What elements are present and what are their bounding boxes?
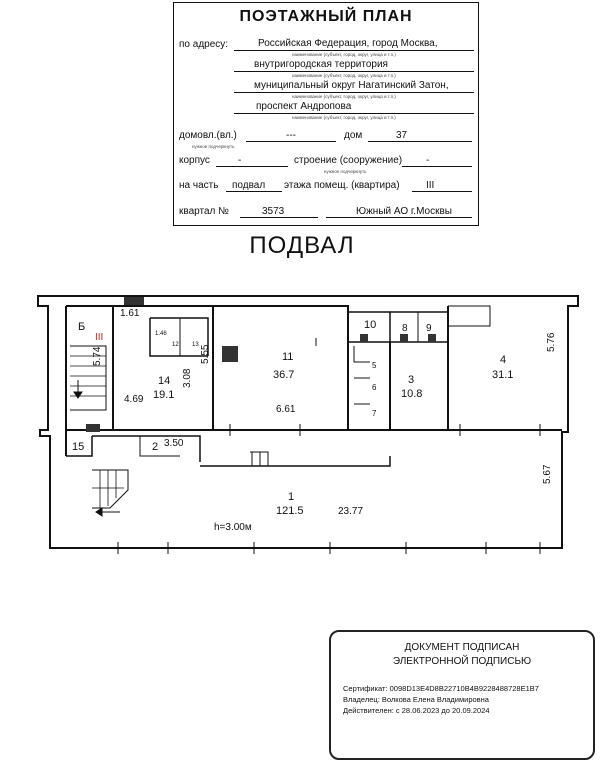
room-8-number: 8 — [402, 323, 408, 334]
room-7-number: 7 — [372, 409, 377, 418]
part-value: подвал — [232, 180, 266, 191]
naming-hint-4: наименование (субъект, город, округ, улица и т.п.) — [292, 115, 396, 120]
address-line-2: внутригородская территория — [254, 59, 388, 70]
dim-3-50: 3.50 — [164, 438, 184, 449]
room-14-area: 19.1 — [153, 389, 175, 401]
dim-5-76: 5.76 — [546, 332, 557, 352]
dim-5-55: 5.55 — [200, 344, 211, 364]
floor-label: этажа помещ. (квартира) — [284, 180, 400, 191]
stroenie-value: - — [426, 155, 430, 166]
dim-1-46: 1.46 — [155, 331, 167, 337]
district-value: Южный АО г.Москвы — [356, 206, 452, 217]
ceiling-height: h=3.00м — [214, 522, 252, 533]
signature-owner: Владелец: Волкова Елена Владимировна — [343, 695, 489, 704]
domovl-value: --- — [286, 130, 296, 141]
room-11-area: 36.7 — [273, 369, 295, 381]
dim-6-61: 6.61 — [276, 404, 296, 415]
kvartal-label: квартал № — [179, 206, 229, 217]
korpus-value: - — [238, 155, 242, 166]
room-1-area: 121.5 — [276, 505, 304, 517]
dim-4-69: 4.69 — [124, 394, 144, 405]
room-14-number: 14 — [158, 375, 171, 387]
room-3-area: 10.8 — [401, 388, 423, 400]
room-13-number: 13 — [192, 342, 199, 348]
signature-heading-1: ДОКУМЕНТ ПОДПИСАН — [404, 642, 520, 653]
floor-value: III — [426, 180, 435, 191]
stamp-title: ПОЭТАЖНЫЙ ПЛАН — [239, 8, 413, 25]
signature-certificate: Сертификат: 0098D13E4D8B22710B4B9228488728E1B7 — [343, 684, 539, 693]
required-hint-2: нужное подчеркнуть — [324, 169, 367, 174]
dim-5-67: 5.67 — [542, 464, 553, 484]
room-11-number: 11 — [282, 351, 294, 363]
dom-label: дом — [344, 130, 363, 141]
stroenie-label: строение (сооружение) — [294, 155, 403, 166]
signature-validity: Действителен: с 28.06.2023 до 20.09.2024 — [343, 706, 490, 715]
required-hint-1: нужное подчеркнуть — [192, 144, 235, 149]
address-line-4: проспект Андропова — [256, 101, 352, 112]
room-2-number: 2 — [152, 441, 159, 453]
dimension-labels — [92, 308, 557, 533]
room-4-number: 4 — [500, 354, 507, 366]
address-line-1: Российская Федерация, город Москва, — [258, 38, 438, 49]
address-label: по адресу: — [179, 39, 229, 50]
dim-3-08: 3.08 — [182, 368, 193, 388]
room-3-number: 3 — [408, 374, 415, 386]
korpus-label: корпус — [179, 155, 210, 166]
room-10-number: 10 — [364, 319, 377, 331]
room-9-number: 9 — [426, 323, 432, 334]
room-15-number: 15 — [72, 441, 85, 453]
part-label: на часть — [179, 180, 219, 191]
room-b-marker: III — [95, 332, 104, 343]
e-signature-box — [329, 630, 595, 760]
room-1-number: 1 — [288, 491, 295, 503]
signature-heading-2: ЭЛЕКТРОННОЙ ПОДПИСЬЮ — [392, 656, 532, 667]
dom-value: 37 — [396, 130, 408, 141]
room-6-number: 6 — [372, 383, 377, 392]
naming-hint-1: наименование (субъект, город, округ, улица и т.п.) — [292, 52, 396, 57]
plan-walls — [38, 296, 578, 554]
dim-5-74: 5.74 — [92, 346, 103, 366]
naming-hint-2: наименование (субъект, город, округ, улица и т.п.) — [292, 73, 396, 78]
room-12-number: 12 — [172, 342, 179, 348]
room-b-label: Б — [78, 321, 86, 333]
room-4-area: 31.1 — [492, 369, 514, 381]
floor-title: ПОДВАЛ — [249, 232, 355, 259]
address-line-3: муниципальный округ Нагатинский Затон, — [254, 80, 449, 91]
kvartal-value: 3573 — [262, 206, 285, 217]
naming-hint-3: наименование (субъект, город, округ, улица и т.п.) — [292, 94, 396, 99]
domovl-label: домовл.(вл.) — [179, 130, 237, 141]
room-5-number: 5 — [372, 361, 377, 370]
dim-1-61: 1.61 — [120, 308, 140, 319]
dim-23-77: 23.77 — [338, 506, 364, 517]
